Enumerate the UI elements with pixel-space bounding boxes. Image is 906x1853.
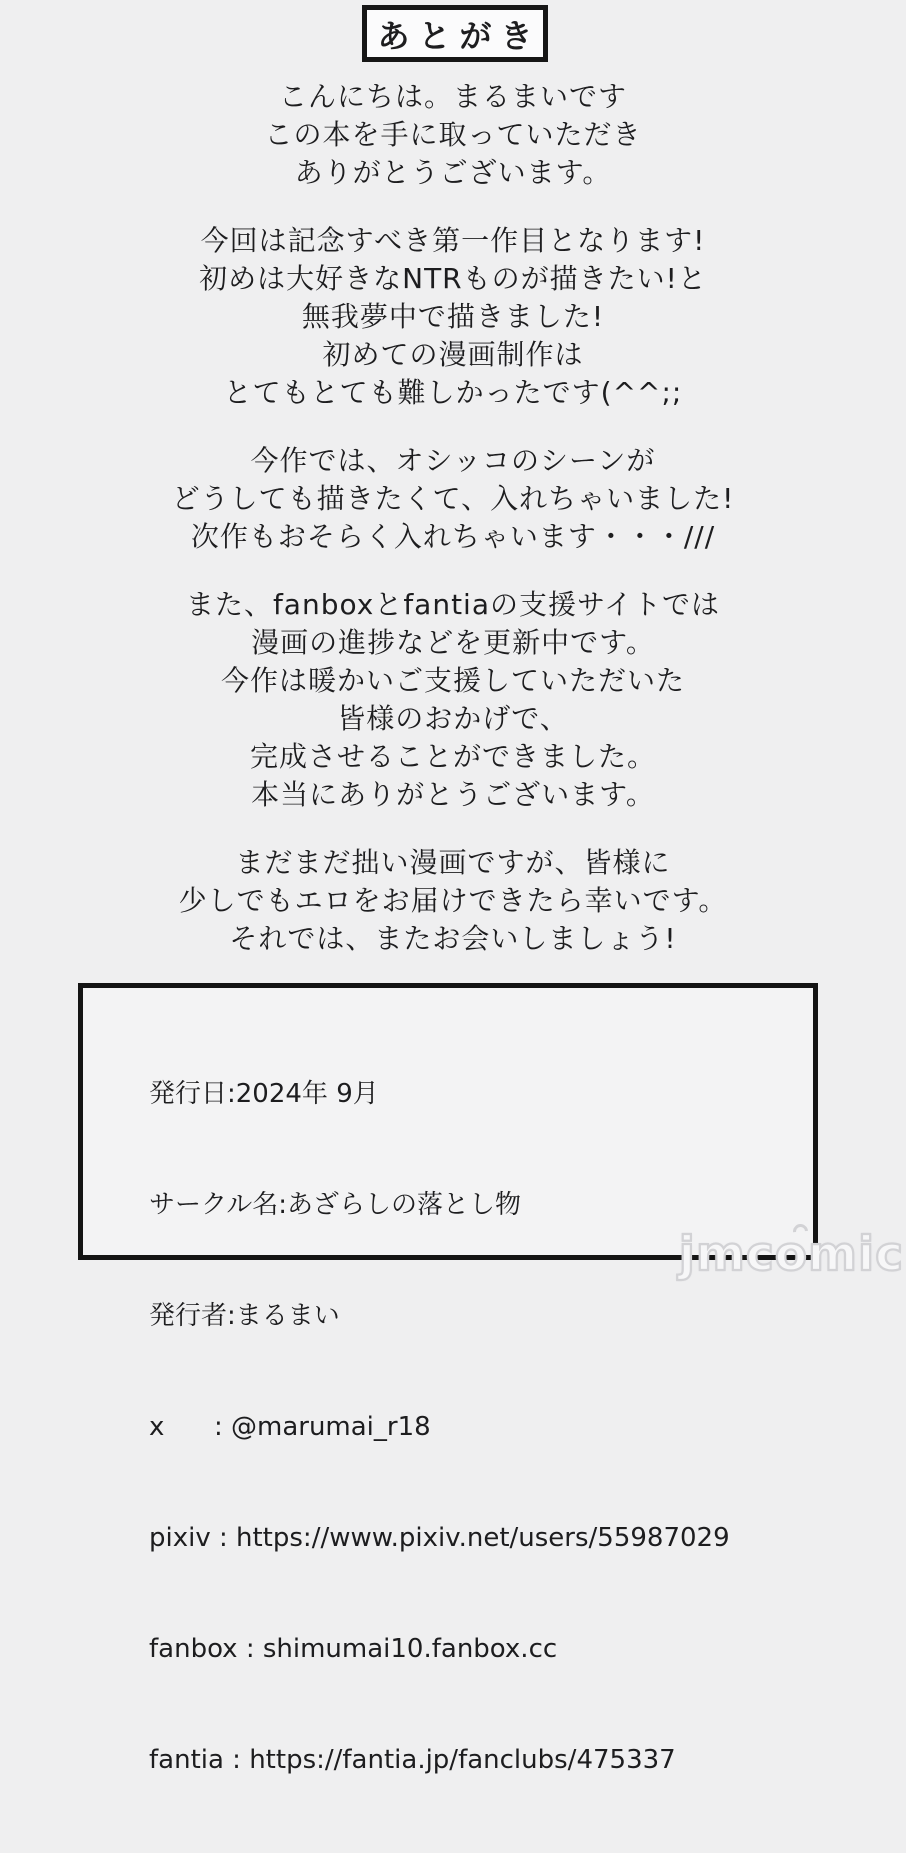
text-line: 初めての漫画制作は — [322, 338, 584, 371]
info-row-publish-date: 発行日:2024年 9月 — [149, 1079, 379, 1109]
afterword-body — [0, 78, 906, 988]
text-line: 本当にありがとうございます。 — [251, 778, 655, 811]
info-row-fantia-url: fantia : https://fantia.jp/fanclubs/475337 — [149, 1745, 676, 1775]
text-line: ありがとうございます。 — [294, 156, 612, 189]
text-line: まだまだ拙い漫画ですが、皆様に — [235, 846, 671, 879]
info-row-author: 発行者:まるまい — [149, 1301, 340, 1331]
text-line: それでは、またお会いしましょう! — [229, 922, 677, 955]
text-line: こんにちは。まるまいです — [278, 80, 627, 113]
watermark-text-left: jmc — [678, 1227, 775, 1282]
text-line: 完成させることができました。 — [249, 740, 656, 773]
publication-info-box — [78, 983, 818, 1775]
text-line: 次作もおそらく入れちゃいます・・・/// — [190, 520, 716, 553]
text-line: 皆様のおかげで、 — [337, 702, 569, 735]
text-line: 今回は記念すべき第一作目となります! — [200, 224, 706, 257]
text-line: また、fanboxとfantiaの支援サイトでは — [185, 588, 721, 621]
watermark-text-right: mic — [808, 1227, 904, 1282]
text-line: 今作では、オシッコのシーンが — [250, 444, 656, 477]
paragraph-support-thanks — [0, 586, 906, 814]
paragraph-first-work — [0, 222, 906, 412]
watermark-mascot-o: o — [774, 1227, 809, 1282]
afterword-title-box — [362, 5, 548, 62]
text-line: 漫画の進捗などを更新中です。 — [251, 626, 655, 659]
text-line: 今作は暖かいご支援していただいた — [220, 664, 685, 697]
info-row-x-account: x : @marumai_r18 — [149, 1412, 431, 1442]
text-line: この本を手に取っていただき — [264, 118, 642, 151]
info-row-fanbox-url: fanbox : shimumai10.fanbox.cc — [149, 1634, 558, 1664]
paragraph-scene-note — [0, 442, 906, 556]
info-row-circle-name: サークル名:あざらしの落とし物 — [149, 1190, 521, 1220]
page-title: あとがき — [377, 16, 542, 55]
jmcomic-watermark — [678, 1227, 904, 1282]
text-line: どうしても描きたくて、入れちゃいました! — [171, 482, 735, 515]
paragraph-greeting — [0, 78, 906, 192]
text-line: 無我夢中で描きました! — [301, 300, 605, 333]
text-line: 初めは大好きなNTRものが描きたい!と — [199, 262, 707, 295]
paragraph-closing — [0, 844, 906, 958]
text-line: 少しでもエロをお届けできたら幸いです。 — [178, 884, 728, 917]
info-row-pixiv-url: pixiv : https://www.pixiv.net/users/55987029 — [149, 1523, 730, 1553]
text-line: とてもとても難しかったです(^^;; — [223, 376, 683, 409]
